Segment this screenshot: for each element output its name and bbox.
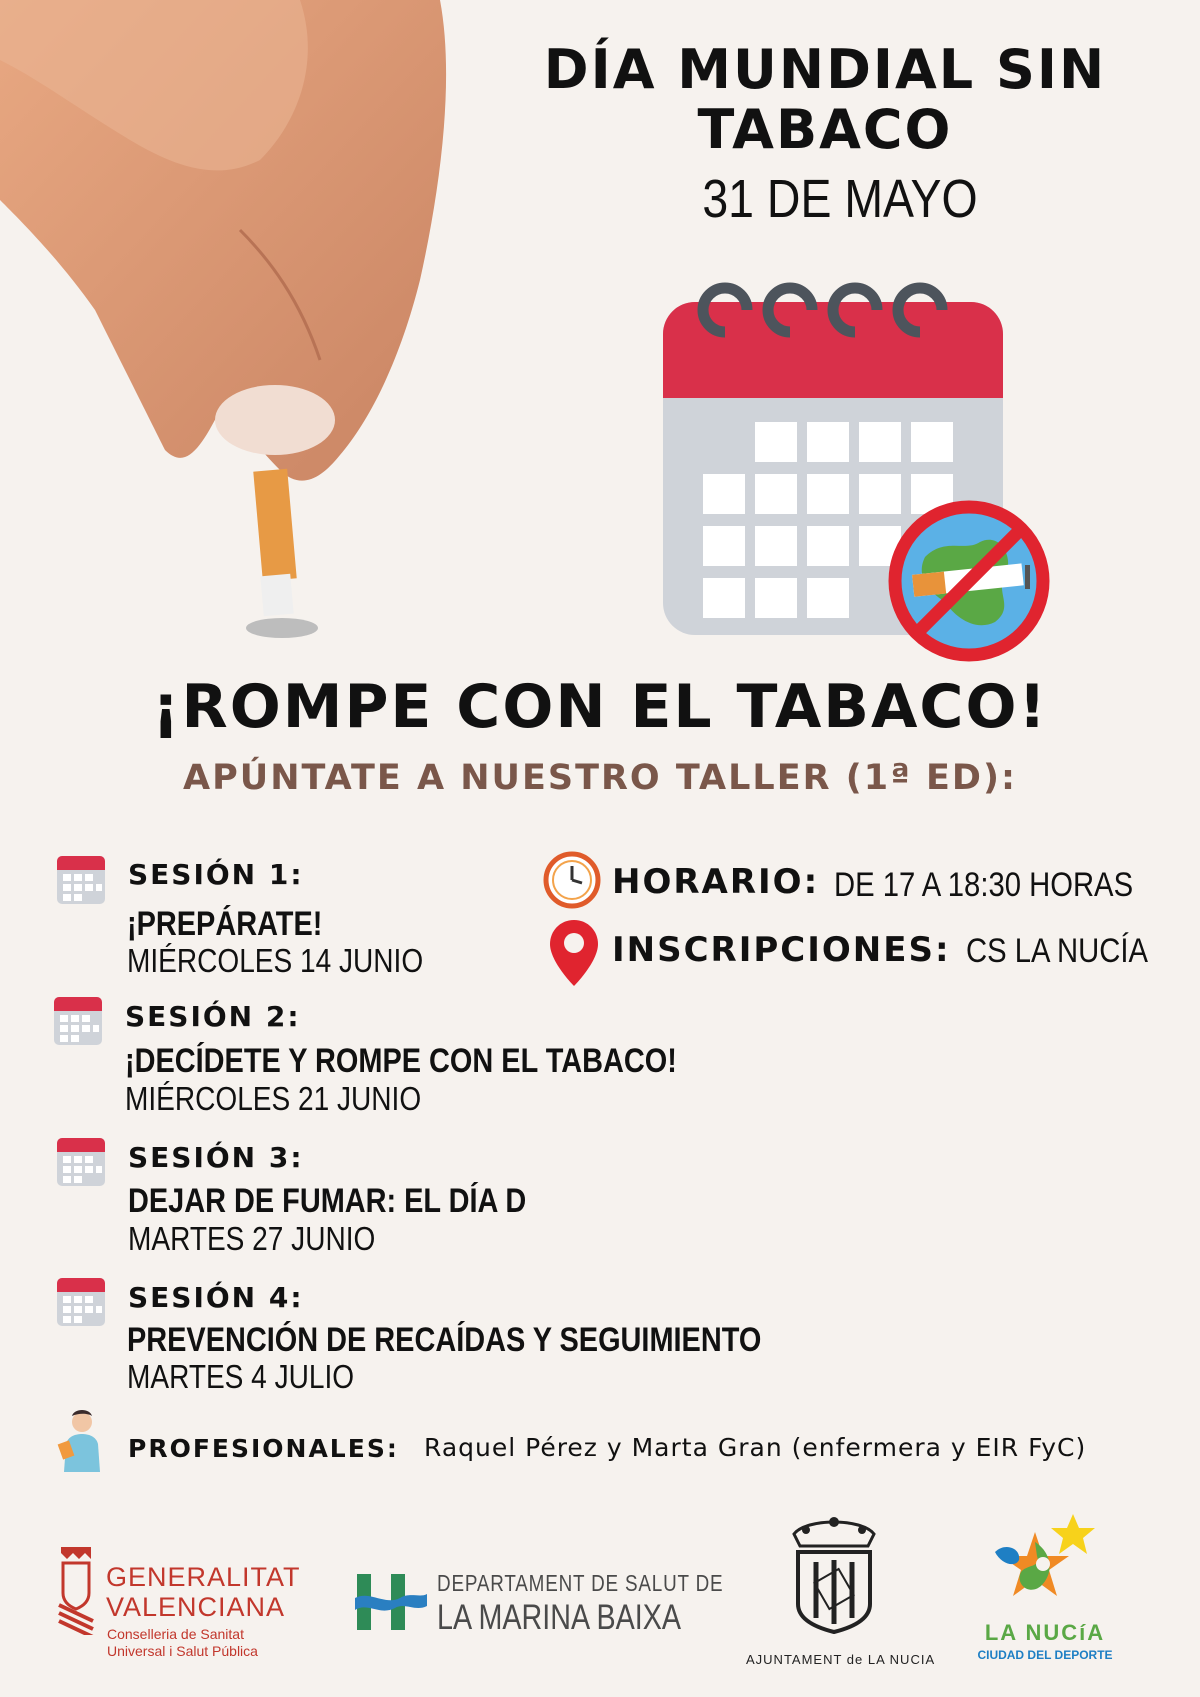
event-date: 31 DE MAYO [702,169,978,229]
calendar-icon [52,993,104,1047]
workshop-subtitle: APÚNTATE A NUESTRO TALLER (1ª ED): [183,758,1017,798]
schedule-value: DE 17 A 18:30 HORAS [834,866,1134,904]
la-nucia-logo-line-1: LA NUCíA [984,1620,1106,1645]
professionals-value: Raquel Pérez y Marta Gran (enfermera y EIR FyC) [424,1433,1087,1462]
dept-logo-line-2: LA MARINA BAIXA [437,1598,682,1637]
generalitat-crest-icon [55,1543,97,1635]
location-pin-icon [548,918,600,988]
no-smoking-icon [885,497,1053,665]
session-1-name: ¡PREPÁRATE! [127,905,323,943]
calendar-icon [55,1274,107,1328]
ajuntament-coat-of-arms-icon [776,1512,892,1646]
gva-line-2: VALENCIANA [106,1592,286,1622]
professionals-label: PROFESIONALES: [128,1434,399,1463]
nurse-icon [52,1408,108,1474]
page-title [500,40,1150,160]
generalitat-logo [106,1562,301,1622]
session-2-date: MIÉRCOLES 21 JUNIO [125,1080,422,1117]
session-4-name: PREVENCIÓN DE RECAÍDAS Y SEGUIMIENTO [127,1321,762,1359]
gva-line-1: GENERALITAT [106,1562,301,1592]
registration-value: CS LA NUCÍA [966,932,1148,970]
session-1-heading: SESIÓN 1: [128,858,304,891]
hand-cigarette-image [0,0,460,650]
la-nucia-star-logo-icon [985,1512,1103,1612]
la-nucia-logo-line-2: CIUDAD DEL DEPORTE [977,1648,1113,1662]
session-3-date: MARTES 27 JUNIO [128,1220,376,1257]
calendar-icon [55,852,107,906]
dept-logo-line-1: DEPARTAMENT DE SALUT DE [437,1570,724,1596]
session-2-heading: SESIÓN 2: [125,1000,301,1033]
ajuntament-label: AJUNTAMENT de LA NUCIA [746,1652,936,1667]
session-1-date: MIÉRCOLES 14 JUNIO [127,942,424,979]
session-4-date: MARTES 4 JULIO [127,1358,355,1395]
gva-sub-1: Conselleria de Sanitat [107,1626,244,1642]
schedule-label: HORARIO: [612,862,820,902]
calendar-icon [55,1134,107,1188]
slogan: ¡ROMPE CON EL TABACO! [152,672,1048,742]
generalitat-subtext [107,1626,258,1660]
registration-label: INSCRIPCIONES: [612,930,951,970]
title-line-1: DÍA MUNDIAL SIN [543,38,1107,101]
clock-icon [543,851,601,909]
salut-marina-baixa-icon [355,1572,427,1632]
session-3-heading: SESIÓN 3: [128,1141,304,1174]
title-line-2: TABACO [697,98,953,161]
session-2-name: ¡DECÍDETE Y ROMPE CON EL TABACO! [125,1042,677,1080]
session-4-heading: SESIÓN 4: [128,1281,304,1314]
session-3-name: DEJAR DE FUMAR: EL DÍA D [128,1182,527,1220]
gva-sub-2: Universal i Salut Pública [107,1643,258,1659]
